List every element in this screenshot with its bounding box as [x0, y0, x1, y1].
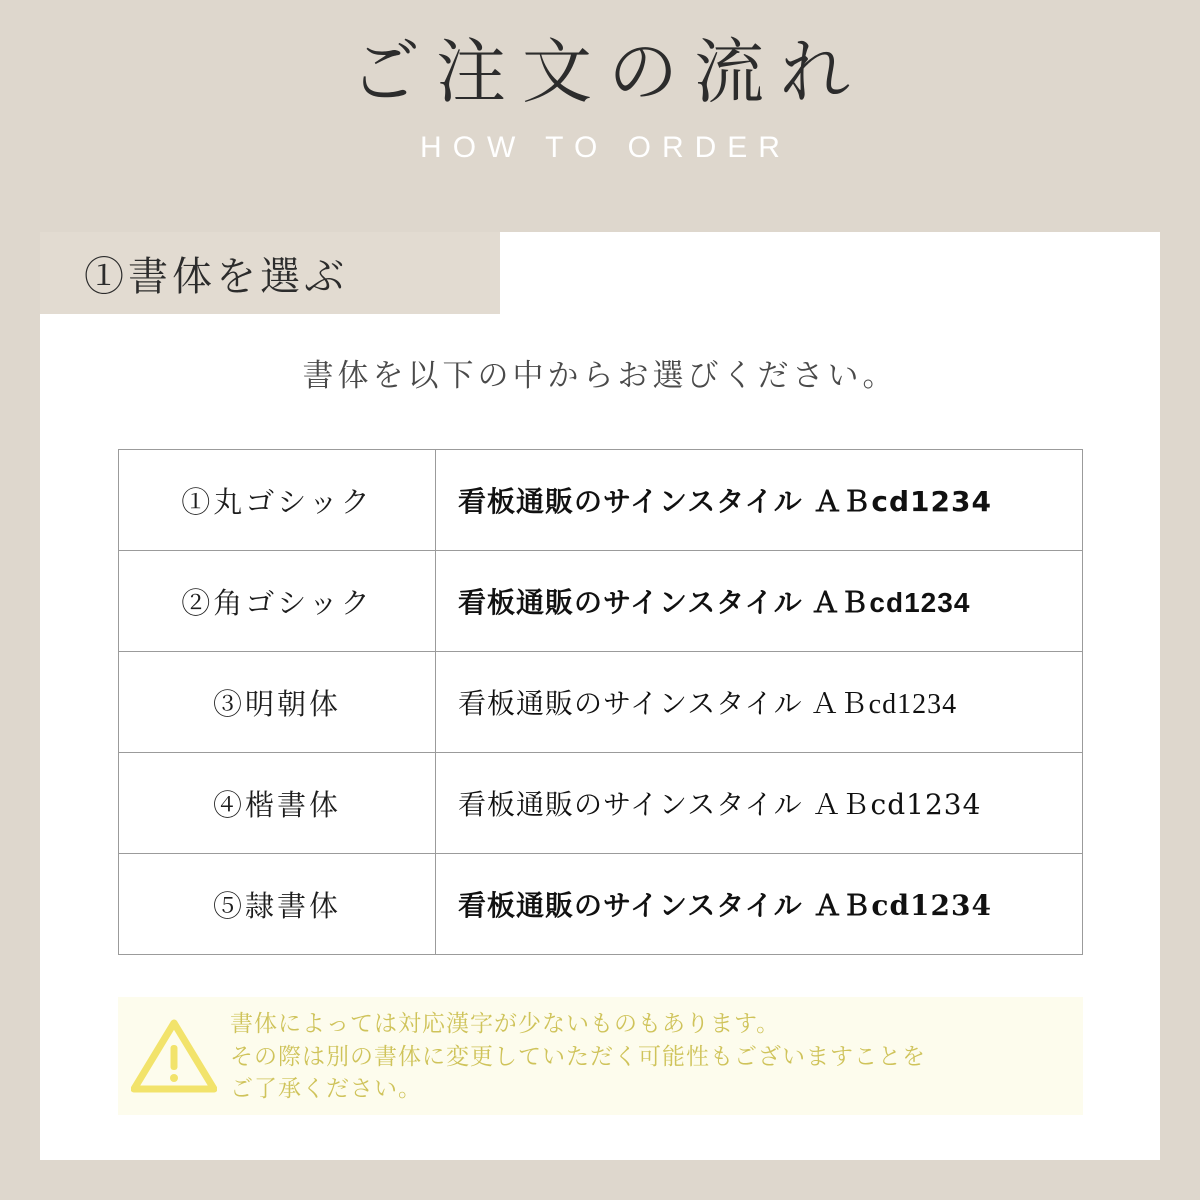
warning-triangle-icon — [118, 1018, 230, 1094]
font-option-label: ④楷書体 — [119, 753, 436, 854]
font-option-sample: 看板通販のサインスタイル ＡＢcd1234 — [436, 652, 1083, 753]
page-header — [0, 0, 1200, 165]
note-line-1: 書体によっては対応漢字が少ないものもあります。 — [230, 1010, 781, 1037]
font-option-label: ②角ゴシック — [119, 551, 436, 652]
font-option-label: ⑤隷書体 — [119, 854, 436, 955]
page-title: ご注文の流れ — [350, 33, 866, 111]
note-line-3: ご了承ください。 — [230, 1075, 422, 1102]
note-line-2: その際は別の書体に変更していただく可能性もございますことを — [230, 1042, 926, 1069]
page-subtitle: HOW TO ORDER — [420, 131, 791, 164]
table-row — [119, 652, 1083, 753]
table-row — [119, 551, 1083, 652]
step-heading — [40, 232, 500, 314]
font-option-sample: 看板通販のサインスタイル ＡＢcd1234 — [436, 450, 1083, 551]
table-row — [119, 450, 1083, 551]
font-option-label: ①丸ゴシック — [119, 450, 436, 551]
font-option-sample: 看板通販のサインスタイル ＡＢcd1234 — [436, 854, 1083, 955]
step-heading-label: ①書体を選ぶ — [84, 254, 348, 299]
font-option-sample: 看板通販のサインスタイル ＡＢcd1234 — [436, 753, 1083, 854]
note-text — [230, 1007, 946, 1105]
table-row — [119, 854, 1083, 955]
table-row — [119, 753, 1083, 854]
note-panel — [118, 997, 1083, 1115]
step-lead-text: 書体を以下の中からお選びください。 — [302, 358, 898, 393]
font-option-sample: 看板通販のサインスタイル ＡＢcd1234 — [436, 551, 1083, 652]
step-card — [40, 232, 1160, 1160]
font-option-label: ③明朝体 — [119, 652, 436, 753]
font-options-table — [118, 449, 1083, 955]
